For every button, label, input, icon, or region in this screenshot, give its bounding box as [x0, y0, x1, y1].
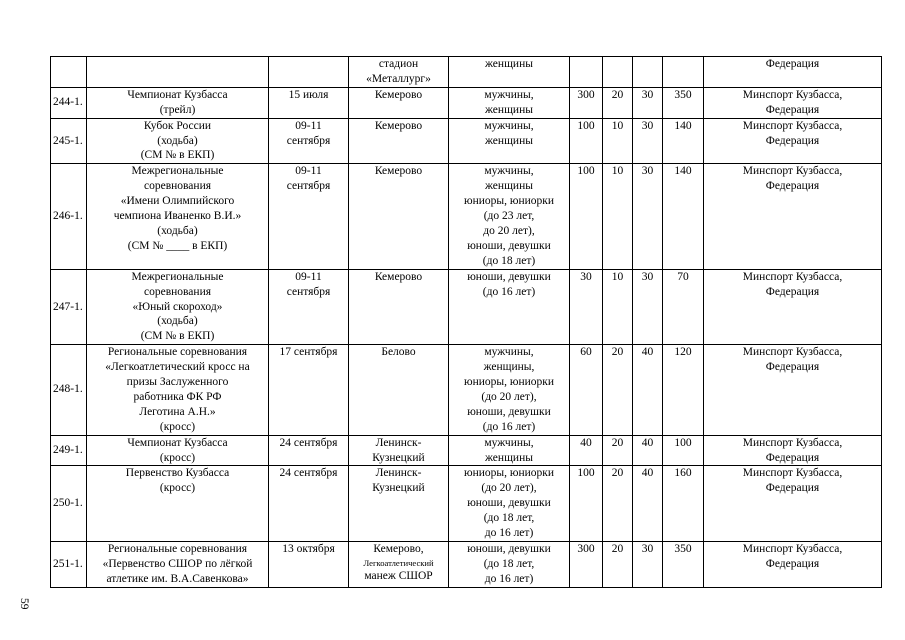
organizers-text: Минспорт Кузбасса, Федерация: [742, 436, 843, 464]
event-name-text: Межрегиональные соревнования «Имени Олимпийского чемпиона Иваненко В.И.» (ходьба) (СМ № ____ в ЕКП): [113, 165, 242, 252]
row-number: [51, 87, 87, 118]
count-col-4: [663, 269, 704, 345]
event-place-text: Кемерово: [374, 270, 423, 283]
count-col-3: [633, 57, 663, 88]
event-name-text: Региональные соревнования «Первенство СШОР по лёгкой атлетике им. В.А.Савенкова»: [102, 543, 253, 585]
count-col-4-text: 160: [674, 467, 692, 480]
event-place-text: Ленинск- Кузнецкий: [372, 436, 425, 464]
participants-text: женщины: [485, 58, 533, 70]
participants-text: юноши, девушки (до 16 лет): [467, 270, 551, 298]
count-col-2: [603, 118, 633, 164]
count-col-2: [603, 542, 633, 588]
participants: [449, 466, 570, 542]
event-date-text: 24 сентября: [279, 467, 338, 480]
count-col-2: [603, 87, 633, 118]
row-number-text: 249-1.: [53, 444, 83, 457]
event-place-text: Кемерово: [374, 165, 423, 178]
organizers: [704, 164, 882, 269]
count-col-2: [603, 466, 633, 542]
event-date-text: 09-11 сентября: [286, 165, 331, 193]
count-col-3-text: 40: [641, 467, 654, 480]
event-place-text: Кемерово: [374, 119, 423, 132]
participants-text: юноши, девушки (до 18 лет, до 16 лет): [467, 543, 551, 585]
event-place-text: стадион «Металлург»: [366, 58, 431, 85]
count-col-3: [633, 542, 663, 588]
organizers: [704, 269, 882, 345]
event-name-text: Чемпионат Кузбасса (кросс): [127, 436, 228, 464]
event-date: [269, 542, 349, 588]
count-col-1-text: 300: [577, 543, 595, 555]
place-extra: манеж СШОР: [364, 569, 433, 582]
row-number: [51, 269, 87, 345]
row-number: [51, 542, 87, 588]
organizers-text: Минспорт Кузбасса, Федерация: [742, 543, 843, 570]
event-place: [349, 542, 449, 588]
row-number: [51, 466, 87, 542]
event-place: [349, 345, 449, 435]
count-col-4-text: 120: [674, 346, 692, 359]
event-date: [269, 87, 349, 118]
count-col-2-text: 20: [611, 346, 624, 359]
event-place-text: Кемерово,: [373, 543, 424, 555]
count-col-3-text: 30: [641, 88, 654, 101]
count-col-4: [663, 57, 704, 88]
participants-text: мужчины, женщины: [484, 119, 534, 147]
event-date: [269, 466, 349, 542]
count-col-2: [603, 435, 633, 466]
count-col-1: [570, 435, 603, 466]
event-place-text: Кемерово: [374, 88, 423, 101]
participants: [449, 87, 570, 118]
count-col-3: [633, 118, 663, 164]
organizers: [704, 466, 882, 542]
count-col-4: [663, 164, 704, 269]
event-place: [349, 164, 449, 269]
event-date: [269, 164, 349, 269]
page-number: 59: [18, 598, 30, 610]
count-col-4: [663, 435, 704, 466]
row-number-text: 247-1.: [53, 300, 83, 313]
participants: [449, 164, 570, 269]
place-note: Легкоатлетический: [363, 557, 434, 568]
count-col-4-text: 350: [674, 543, 692, 555]
count-col-2-text: 20: [611, 467, 624, 480]
event-date-text: 09-11 сентября: [286, 270, 331, 298]
table-row: [51, 118, 882, 164]
count-col-3-text: 30: [641, 543, 654, 555]
count-col-2-text: 20: [611, 88, 624, 101]
count-col-4: [663, 466, 704, 542]
count-col-1: [570, 542, 603, 588]
event-name: [87, 57, 269, 88]
table-row: [51, 269, 882, 345]
count-col-2: [603, 164, 633, 269]
participants: [449, 269, 570, 345]
count-col-3-text: 30: [641, 165, 654, 178]
row-number: [51, 164, 87, 269]
organizers: [704, 345, 882, 435]
count-col-1: [570, 118, 603, 164]
count-col-4-text: 140: [674, 119, 692, 132]
organizers: [704, 542, 882, 588]
count-col-1: [570, 345, 603, 435]
event-name: [87, 87, 269, 118]
table-row: [51, 164, 882, 269]
count-col-4: [663, 118, 704, 164]
count-col-4: [663, 345, 704, 435]
count-col-4: [663, 87, 704, 118]
event-date: [269, 269, 349, 345]
table-row: [51, 466, 882, 542]
event-place: [349, 435, 449, 466]
count-col-3: [633, 269, 663, 345]
count-col-2: [603, 269, 633, 345]
count-col-3-text: 30: [641, 119, 654, 132]
count-col-1-text: 100: [577, 467, 595, 480]
table-row: [51, 57, 882, 88]
participants: [449, 435, 570, 466]
event-place: [349, 466, 449, 542]
count-col-2: [603, 345, 633, 435]
event-name: [87, 269, 269, 345]
count-col-3-text: 30: [641, 270, 654, 283]
event-name: [87, 164, 269, 269]
event-date-text: 17 сентября: [279, 346, 338, 359]
count-col-4-text: 100: [674, 436, 692, 449]
event-name-text: Межрегиональные соревнования «Юный скороход» (ходьба) (СМ № в ЕКП): [131, 270, 224, 343]
schedule-body: [51, 57, 882, 588]
event-name-text: Региональные соревнования «Легкоатлетический кросс на призы Заслуженного работника ФК РФ Леготина А.Н.» (кросс): [105, 346, 250, 433]
row-number: [51, 118, 87, 164]
count-col-4-text: 140: [674, 165, 692, 178]
row-number-text: 246-1.: [53, 210, 83, 223]
count-col-2-text: 10: [611, 270, 624, 283]
participants-text: мужчины, женщины: [484, 88, 534, 116]
participants: [449, 345, 570, 435]
event-place-text: Белово: [381, 346, 416, 359]
count-col-1-text: 30: [580, 270, 592, 283]
organizers: [704, 435, 882, 466]
organizers-text: Минспорт Кузбасса, Федерация: [742, 467, 843, 495]
table-row: [51, 435, 882, 466]
organizers: [704, 87, 882, 118]
row-number-text: 244-1.: [53, 96, 83, 109]
event-place: [349, 118, 449, 164]
participants: [449, 57, 570, 88]
count-col-2-text: 10: [611, 119, 624, 132]
table-row: [51, 87, 882, 118]
event-name: [87, 435, 269, 466]
count-col-1: [570, 269, 603, 345]
event-place: [349, 269, 449, 345]
event-date-text: 09-11 сентября: [286, 119, 331, 147]
count-col-1-text: 100: [577, 119, 595, 132]
count-col-3: [633, 164, 663, 269]
count-col-3: [633, 435, 663, 466]
event-date-text: 15 июля: [288, 88, 329, 101]
participants-text: мужчины, женщины, юниоры, юниорки (до 20 лет), юноши, девушки (до 16 лет): [463, 346, 555, 433]
count-col-1-text: 100: [577, 165, 595, 178]
organizers-text: Минспорт Кузбасса, Федерация: [742, 119, 843, 147]
count-col-3-text: 40: [641, 346, 654, 359]
participants-text: мужчины, женщины юниоры, юниорки (до 23 лет, до 20 лет), юноши, девушки (до 18 лет): [463, 165, 555, 267]
organizers-text: Минспорт Кузбасса, Федерация: [742, 270, 843, 298]
participants: [449, 542, 570, 588]
schedule-table: [50, 56, 882, 588]
organizers: [704, 118, 882, 164]
event-name-text: Чемпионат Кузбасса (трейл): [127, 88, 228, 116]
event-date-text: 24 сентября: [279, 436, 338, 449]
participants-text: юниоры, юниорки (до 20 лет), юноши, девушки (до 18 лет, до 16 лет): [463, 467, 555, 540]
row-number: [51, 57, 87, 88]
count-col-3: [633, 87, 663, 118]
count-col-3: [633, 345, 663, 435]
participants: [449, 118, 570, 164]
event-name: [87, 118, 269, 164]
event-name: [87, 542, 269, 588]
organizers-text: Минспорт Кузбасса, Федерация: [742, 88, 843, 116]
event-name: [87, 466, 269, 542]
count-col-1-text: 60: [580, 346, 592, 359]
event-place: [349, 57, 449, 88]
row-number-text: 251-1.: [53, 557, 83, 570]
count-col-1-text: 300: [577, 88, 595, 101]
count-col-2-text: 20: [611, 543, 624, 555]
count-col-2-text: 20: [611, 436, 624, 449]
organizers-text: Федерация: [765, 58, 820, 70]
count-col-3: [633, 466, 663, 542]
row-number: [51, 345, 87, 435]
count-col-2: [603, 57, 633, 88]
event-date: [269, 118, 349, 164]
count-col-1: [570, 466, 603, 542]
count-col-1: [570, 164, 603, 269]
participants-text: мужчины, женщины: [484, 436, 534, 464]
row-number-text: 245-1.: [53, 134, 83, 147]
count-col-2-text: 10: [611, 165, 624, 178]
organizers-text: Минспорт Кузбасса, Федерация: [742, 346, 843, 374]
event-name-text: Первенство Кузбасса (кросс): [125, 467, 230, 495]
organizers-text: Минспорт Кузбасса, Федерация: [742, 165, 843, 193]
count-col-4-text: 350: [674, 88, 692, 101]
event-date: [269, 57, 349, 88]
count-col-1: [570, 57, 603, 88]
count-col-4: [663, 542, 704, 588]
event-place-text: Ленинск- Кузнецкий: [372, 467, 425, 495]
event-date: [269, 435, 349, 466]
row-number: [51, 435, 87, 466]
organizers: [704, 57, 882, 88]
event-date-text: 13 октября: [282, 543, 335, 555]
count-col-4-text: 70: [677, 270, 689, 283]
event-name: [87, 345, 269, 435]
event-date: [269, 345, 349, 435]
table-row: [51, 542, 882, 588]
count-col-1: [570, 87, 603, 118]
event-place: [349, 87, 449, 118]
event-name-text: Кубок России (ходьба) (СМ № в ЕКП): [140, 119, 215, 162]
table-row: [51, 345, 882, 435]
count-col-3-text: 40: [641, 436, 654, 449]
row-number-text: 248-1.: [53, 383, 83, 396]
row-number-text: 250-1.: [53, 497, 83, 510]
count-col-1-text: 40: [580, 436, 592, 449]
